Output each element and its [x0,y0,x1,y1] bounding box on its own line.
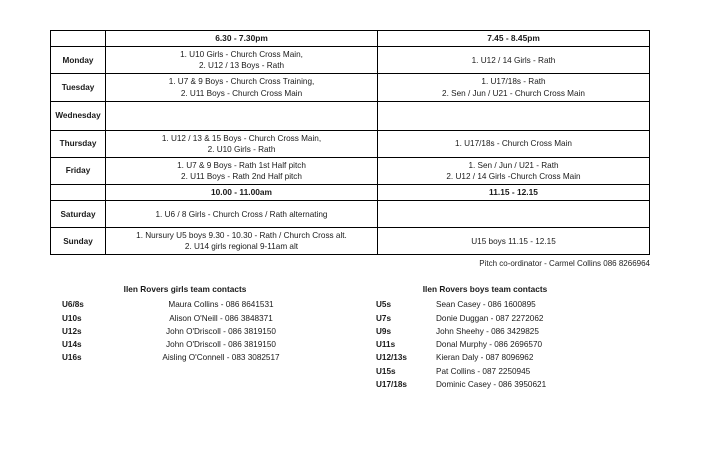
entry: 2. U12 / 13 Boys - Rath [198,61,285,71]
contact-grade: U12s [62,326,82,336]
day-label: Wednesday [51,101,106,130]
table-row [51,201,650,228]
list-item [350,338,650,351]
table-row [51,228,650,255]
training-schedule-table [50,30,650,255]
entry: 1. Sen / Jun / U21 - Rath [468,160,559,170]
slot1-entries [106,101,378,130]
list-item [350,351,650,364]
entry: U15 boys 11.15 - 12.15 [471,236,556,246]
day-label: Saturday [51,201,106,228]
contact-grade: U6/8s [62,300,84,310]
entry: 2. U14 girls regional 9-11am alt [184,242,299,252]
list-item [350,312,650,325]
entry: 1. U10 Girls - Church Cross Main, [180,50,303,60]
contact-name: Sean Casey - 086 1600895 [436,300,536,310]
day-label: Thursday [51,130,106,157]
contact-name: John O'Driscoll - 086 3819150 [166,326,276,336]
day-label: Sunday [51,228,106,255]
entry: 1. U17/18s - Church Cross Main [455,139,572,149]
entry: 1. Nursury U5 boys 9.30 - 10.30 - Rath / Church Cross alt. [136,231,347,241]
list-item [50,325,350,338]
entry: 2. Sen / Jun / U21 - Church Cross Main [442,88,585,98]
table-header-row [51,31,650,47]
entry: 1. U7 & 9 Boys - Rath 1st Half pitch [177,160,306,170]
boys-contacts-title: Ilen Rovers boys team contacts [422,284,548,295]
contact-grade: U11s [376,340,396,350]
entry: 1. U6 / 8 Girls - Church Cross / Rath alternating [155,209,328,219]
entry: 2. U11 Boys - Church Cross Main [180,88,303,98]
weekend-header-row [51,184,650,200]
contact-name: Aisling O'Connell - 083 3082517 [162,353,280,363]
weekend-header-slot2: 11.15 - 12.15 [378,184,650,200]
slot2-entries [378,74,650,101]
day-label: Friday [51,157,106,184]
boys-contacts-column [350,284,650,391]
contact-name: Donal Murphy - 086 2696570 [436,340,543,350]
contact-name: Donie Duggan - 087 2272062 [436,313,544,323]
header-day-cell [51,31,106,47]
list-item [350,365,650,378]
contact-grade: U14s [62,340,82,350]
header-slot2: 7.45 - 8.45pm [378,31,650,47]
list-item [50,312,350,325]
entry: 1. U12 / 14 Girls - Rath [471,55,556,65]
contact-grade: U10s [62,313,82,323]
weekend-header-day-cell [51,184,106,200]
entry: 1. U12 / 13 & 15 Boys - Church Cross Main, [161,133,322,143]
slot1-entries [106,228,378,255]
contact-grade: U5s [376,300,392,310]
contact-grade: U12/13s [376,353,407,363]
slot2-entries [378,47,650,74]
slot1-entries [106,47,378,74]
list-item [50,298,350,311]
weekend-header-slot1: 10.00 - 11.00am [106,184,378,200]
entry: 1. U7 & 9 Boys - Church Cross Training, [168,77,315,87]
table-row [51,47,650,74]
entry: 1. U17/18s - Rath [481,77,546,87]
list-item [50,351,350,364]
slot1-entries [106,157,378,184]
table-row [51,157,650,184]
table-row [51,101,650,130]
contact-name: Maura Collins - 086 8641531 [168,300,274,310]
pitch-coordinator-note: Pitch co-ordinator - Carmel Collins 086 8266964 [479,259,650,269]
contact-grade: U7s [376,313,392,323]
entry: 2. U10 Girls - Rath [207,144,276,154]
contact-grade: U17/18s [376,380,407,389]
contact-grade: U9s [376,326,392,336]
table-row [51,74,650,101]
girls-contacts-column [50,284,350,391]
slot1-entries [106,201,378,228]
slot2-entries [378,201,650,228]
list-item [350,378,650,391]
slot1-entries [106,74,378,101]
list-item [350,325,650,338]
list-item [50,338,350,351]
entry: 2. U11 Boys - Rath 2nd Half pitch [181,171,302,181]
table-row [51,130,650,157]
slot2-entries [378,130,650,157]
contact-grade: U15s [376,366,396,376]
contact-name: Dominic Casey - 086 3950621 [436,380,547,389]
contacts-section [50,284,650,391]
slot2-entries [378,228,650,255]
slot1-entries [106,130,378,157]
girls-contacts-title: Ilen Rovers girls team contacts [123,284,247,295]
entry: 2. U12 / 14 Girls -Church Cross Main [446,171,581,181]
header-slot1: 6.30 - 7.30pm [106,31,378,47]
contact-grade: U16s [62,353,82,363]
contact-name: John O'Driscoll - 086 3819150 [166,340,276,350]
day-label: Tuesday [51,74,106,101]
slot2-entries [378,157,650,184]
contact-name: Alison O'Neill - 086 3848371 [169,313,273,323]
contact-name: Kieran Daly - 087 8096962 [436,353,534,363]
list-item [350,298,650,311]
day-label: Monday [51,47,106,74]
contact-name: Pat Collins - 087 2250945 [436,366,531,376]
slot2-entries [378,101,650,130]
contact-name: John Sheehy - 086 3429825 [436,326,539,336]
